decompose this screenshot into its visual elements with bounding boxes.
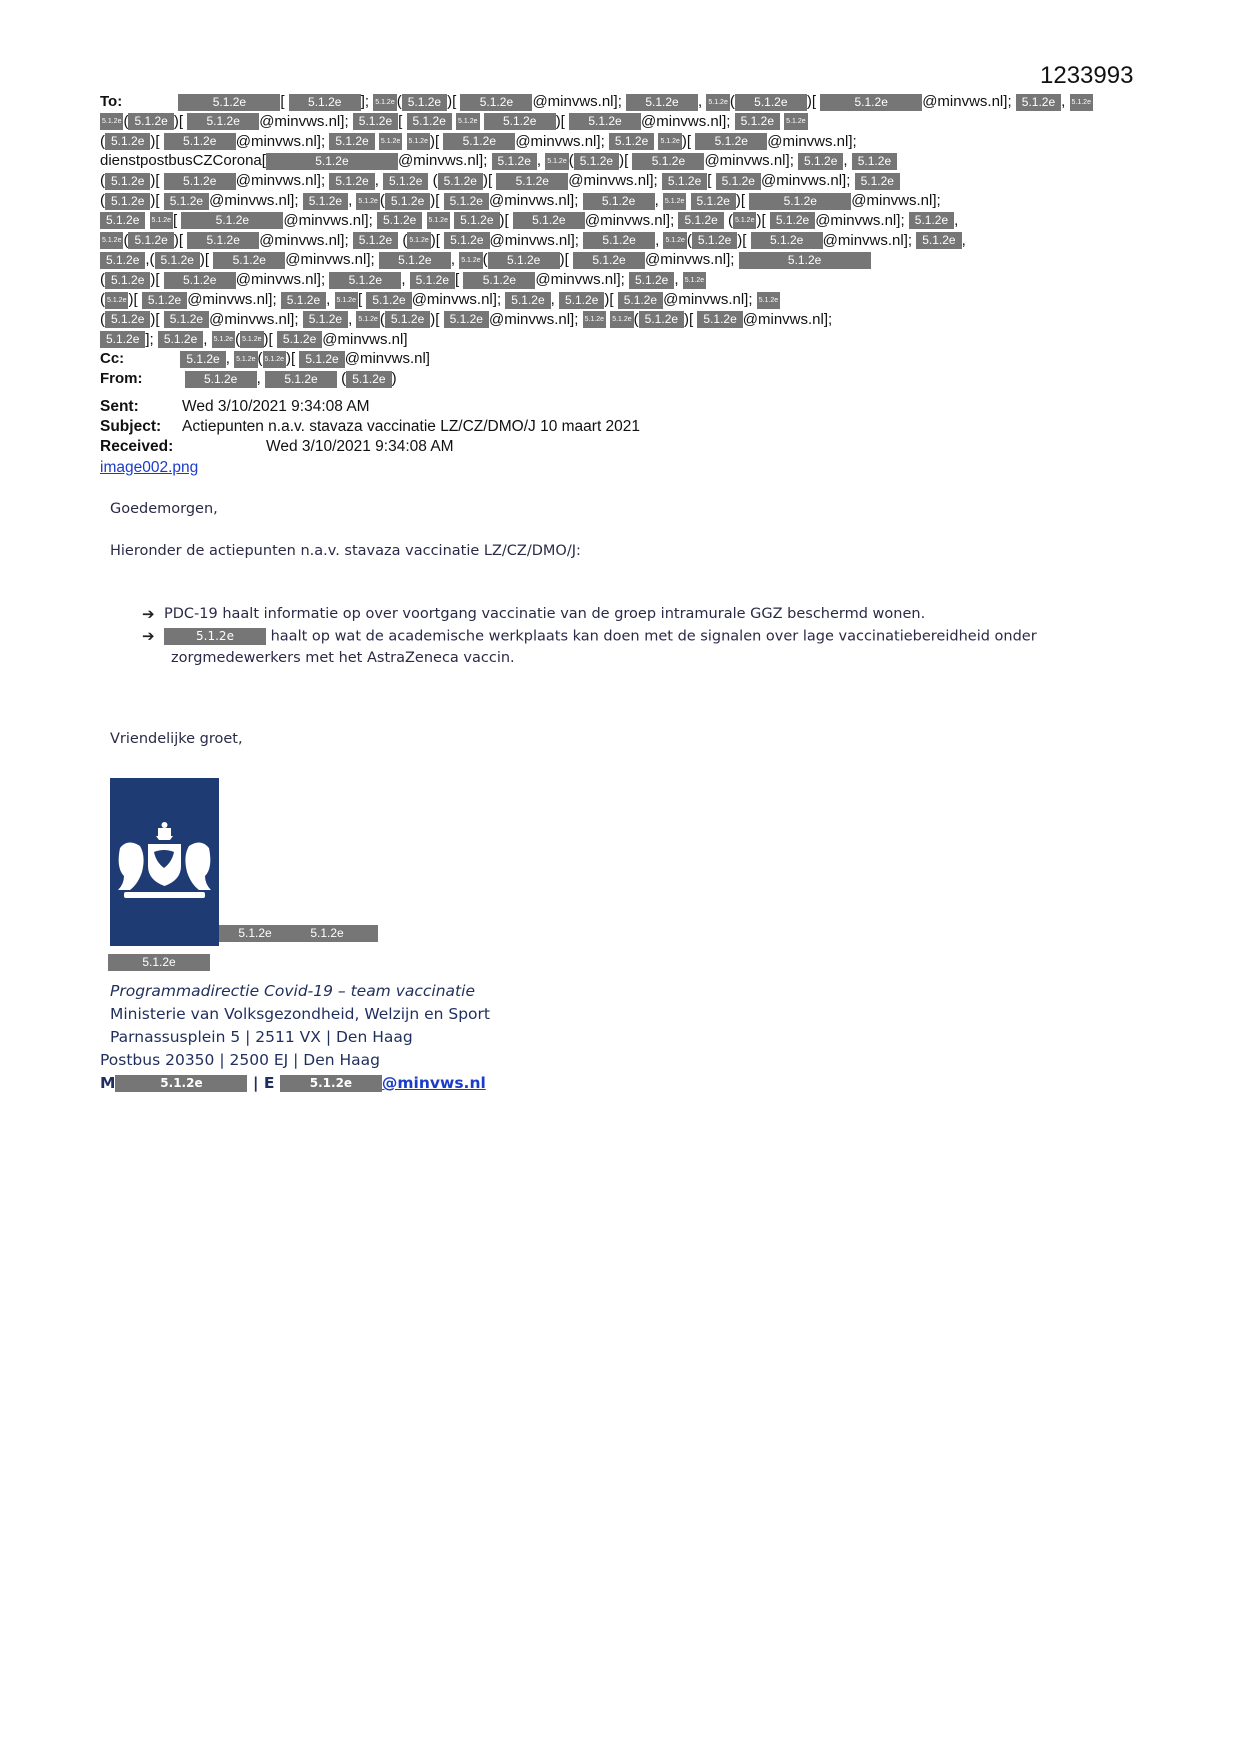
- redaction: 5.1.2e: [706, 94, 729, 111]
- intro-text: Hieronder de actiepunten n.a.v. stavaza vaccinatie LZ/CZ/DMO/J:: [110, 543, 581, 559]
- email-domain: @minvws.nl]: [568, 172, 654, 190]
- redaction: 5.1.2e: [916, 232, 961, 249]
- sent-line: [100, 398, 370, 416]
- redaction: 5.1.2e: [356, 193, 379, 210]
- redaction: 5.1.2e: [277, 331, 322, 348]
- redaction: 5.1.2e: [164, 311, 209, 328]
- email-domain: @minvws.nl]: [235, 172, 321, 190]
- received-line: [100, 438, 454, 456]
- email-domain: @minvws.nl]: [515, 132, 601, 150]
- redaction: 5.1.2e: [105, 133, 150, 150]
- title-redaction: [108, 954, 210, 972]
- email-domain: @minvws.nl]: [815, 211, 901, 229]
- cc-label: Cc:: [100, 350, 125, 368]
- email-domain: @minvws.nl]: [922, 93, 1008, 110]
- to-line-10: ( 5.1.2e )[ 5.1.2e @minvws.nl]; 5.1.2e , 5.1.2e [ 5.1.2e @minvws.nl]; 5.1.2e , 5.1.2e: [100, 271, 705, 289]
- to-line-7: 5.1.2e 5.1.2e [ 5.1.2e @minvws.nl]; 5.1.2e 5.1.2e 5.1.2e )[ 5.1.2e @minvws.nl]; 5.1.2e ( 5.1.2e )[ 5.1.2e @minvws.nl]; 5.1.2e ,: [100, 211, 1160, 231]
- signature-email-link[interactable]: @minvws.nl: [381, 1074, 486, 1092]
- redaction: 5.1.2e: [695, 133, 767, 150]
- redaction: 5.1.2e: [142, 292, 187, 309]
- redaction: 5.1.2e: [105, 173, 150, 190]
- email-domain: @minvws.nl]: [488, 310, 575, 328]
- subject-label: Subject:: [100, 418, 162, 435]
- redaction: 5.1.2e: [266, 153, 398, 170]
- redaction: 5.1.2e: [733, 212, 756, 229]
- redaction: 5.1.2e: [100, 113, 123, 130]
- redaction: 5.1.2e: [353, 232, 398, 249]
- redaction: 5.1.2e: [303, 311, 348, 328]
- redaction: 5.1.2e: [855, 173, 900, 190]
- sent-label: Sent:: [100, 398, 139, 415]
- to-label: To:: [100, 93, 123, 110]
- redaction: 5.1.2e: [692, 232, 737, 249]
- redaction: 5.1.2e: [379, 252, 451, 269]
- subject-value: Actiepunten n.a.v. stavaza vaccinatie LZ/CZ/DMO/J 10 maart 2021: [182, 418, 641, 435]
- redaction: 5.1.2e: [820, 94, 922, 111]
- greeting: Goedemorgen,: [110, 501, 218, 517]
- redaction: 5.1.2e: [739, 252, 871, 269]
- email-domain: @minvws.nl]: [259, 231, 345, 249]
- email-domain: @minvws.nl]: [822, 231, 908, 249]
- redaction: 5.1.2e: [100, 212, 145, 229]
- action-item-2-cont: zorgmedewerkers met het AstraZeneca vaccin.: [171, 650, 515, 666]
- redaction: 5.1.2e: [697, 311, 742, 328]
- redaction: 5.1.2e: [662, 173, 707, 190]
- redaction: 5.1.2e: [383, 173, 428, 190]
- email-domain: @minvws.nl]: [645, 251, 731, 269]
- redaction: 5.1.2e: [583, 193, 655, 210]
- arrow-icon: ➔: [142, 628, 155, 645]
- redaction: 5.1.2e: [219, 925, 291, 942]
- email-domain: @minvws.nl]: [767, 132, 853, 150]
- redaction: 5.1.2e: [629, 272, 674, 289]
- redaction: 5.1.2e: [335, 292, 358, 309]
- email-domain: @minvws.nl]: [235, 132, 321, 150]
- redaction: 5.1.2e: [178, 94, 280, 111]
- redaction: 5.1.2e: [444, 232, 489, 249]
- redaction: 5.1.2e: [632, 153, 704, 170]
- redaction: 5.1.2e: [798, 153, 843, 170]
- redaction: 5.1.2e: [289, 94, 361, 111]
- arrow-icon: ➔: [142, 606, 155, 623]
- redaction: 5.1.2e: [377, 212, 422, 229]
- redaction: 5.1.2e: [716, 173, 761, 190]
- signature-address: Parnassusplein 5 | 2511 VX | Den Haag: [110, 1028, 413, 1046]
- email-domain: @minvws.nl]: [397, 152, 484, 170]
- redaction: 5.1.2e: [407, 113, 452, 130]
- redaction: 5.1.2e: [496, 173, 568, 190]
- redaction: 5.1.2e: [164, 272, 236, 289]
- redaction: 5.1.2e: [356, 311, 379, 328]
- name-redaction-2: [276, 925, 378, 943]
- redaction: 5.1.2e: [299, 351, 344, 368]
- to-line-8: 5.1.2e ( 5.1.2e )[ 5.1.2e @minvws.nl]; 5.1.2e ( 5.1.2e )[ 5.1.2e @minvws.nl]; 5.1.2e , 5.1.2e ( 5.1.2e )[ 5.1.2e @minvws.nl]; 5.1.2e ,: [102, 231, 966, 249]
- to-line-1: To: 5.1.2e [ 5.1.2e ]; 5.1.2e ( 5.1.2e )[ 5.1.2e @minvws.nl]; 5.1.2e , 5.1.2e ( 5.1.2e )[ 5.1.2e @minvws.nl]; 5.1.2e , 5.1.2e: [100, 93, 1091, 110]
- email-label: | E: [252, 1074, 275, 1092]
- email-domain: @minvws.nl]: [488, 191, 575, 209]
- redaction: 5.1.2e: [484, 113, 556, 130]
- redaction: 5.1.2e: [115, 1075, 247, 1092]
- redaction: 5.1.2e: [492, 153, 537, 170]
- email-domain: @minvws.nl]: [584, 211, 671, 229]
- redaction: 5.1.2e: [663, 232, 686, 249]
- redaction: 5.1.2e: [573, 252, 645, 269]
- redaction: 5.1.2e: [187, 232, 259, 249]
- redaction: 5.1.2e: [181, 212, 283, 229]
- redaction: 5.1.2e: [105, 292, 128, 309]
- cc-line: Cc: 5.1.2e , 5.1.2e ( 5.1.2e )[ 5.1.2e @minvws.nl]: [100, 350, 430, 368]
- redaction: 5.1.2e: [488, 252, 560, 269]
- redaction: 5.1.2e: [303, 193, 348, 210]
- to-line-5: ( 5.1.2e )[ 5.1.2e @minvws.nl]; 5.1.2e , 5.1.2e ( 5.1.2e )[ 5.1.2e @minvws.nl]; 5.1.2e [ 5.1.2e @minvws.nl]; 5.1.2e: [100, 171, 1160, 191]
- redaction: 5.1.2e: [407, 133, 430, 150]
- to-line-6: ( 5.1.2e )[ 5.1.2e @minvws.nl]; 5.1.2e , 5.1.2e ( 5.1.2e )[ 5.1.2e @minvws.nl]; 5.1.2e , 5.1.2e 5.1.2e )[ 5.1.2e @minvws.nl];: [100, 191, 941, 209]
- redaction: 5.1.2e: [559, 292, 604, 309]
- redaction: 5.1.2e: [609, 133, 654, 150]
- redaction: 5.1.2e: [128, 232, 173, 249]
- email-domain: @minvws.nl]: [259, 112, 345, 130]
- redaction: 5.1.2e: [460, 94, 532, 111]
- redaction: 5.1.2e: [574, 153, 619, 170]
- redaction: 5.1.2e: [784, 113, 807, 130]
- redaction: 5.1.2e: [373, 94, 396, 111]
- email-domain: @minvws.nl]: [704, 152, 790, 170]
- redaction: 5.1.2e: [366, 292, 411, 309]
- email-domain: @minvws.nl]: [209, 310, 295, 328]
- redaction: 5.1.2e: [505, 292, 550, 309]
- redaction: 5.1.2e: [265, 371, 337, 388]
- email-domain: @minvws.nl]: [344, 350, 430, 368]
- closing: Vriendelijke groet,: [110, 731, 243, 747]
- redaction: 5.1.2e: [583, 232, 655, 249]
- redaction: 5.1.2e: [180, 351, 225, 368]
- from-line: From: 5.1.2e , 5.1.2e ( 5.1.2e ): [100, 370, 397, 388]
- redaction: 5.1.2e: [678, 212, 723, 229]
- email-domain: @minvws.nl]: [209, 191, 295, 209]
- email-domain: @minvws.nl]: [641, 112, 727, 130]
- signature-ministry: Ministerie van Volksgezondheid, Welzijn en Sport: [110, 1005, 490, 1023]
- redaction: 5.1.2e: [735, 113, 780, 130]
- email-domain: @minvws.nl]: [851, 191, 937, 209]
- to-line-4: dienstpostbusCZCorona[ 5.1.2e @minvws.nl]; 5.1.2e , 5.1.2e ( 5.1.2e )[ 5.1.2e @minvws.nl]; 5.1.2e , 5.1.2e: [100, 151, 1160, 171]
- redaction: 5.1.2e: [610, 311, 633, 328]
- redaction: 5.1.2e: [583, 311, 606, 328]
- redaction: 5.1.2e: [100, 232, 123, 249]
- redaction: 5.1.2e: [128, 113, 173, 130]
- redaction: 5.1.2e: [187, 113, 259, 130]
- signature-contact: [100, 1074, 486, 1092]
- redaction: 5.1.2e: [663, 193, 686, 210]
- redaction: 5.1.2e: [150, 212, 173, 229]
- to-line-2: 5.1.2e ( 5.1.2e )[ 5.1.2e @minvws.nl]; 5.1.2e [ 5.1.2e 5.1.2e 5.1.2e )[ 5.1.2e @minvws.nl]; 5.1.2e 5.1.2e: [102, 112, 806, 130]
- redaction: 5.1.2e: [1070, 94, 1093, 111]
- redaction: 5.1.2e: [100, 331, 145, 348]
- redaction: 5.1.2e: [909, 212, 954, 229]
- to-line-12: ( 5.1.2e )[ 5.1.2e @minvws.nl]; 5.1.2e , 5.1.2e ( 5.1.2e )[ 5.1.2e @minvws.nl]; 5.1.2e 5.1.2e ( 5.1.2e )[ 5.1.2e @minvws.nl];: [100, 310, 833, 328]
- action-item-2-text: haalt op wat de academische werkplaats kan doen met de signalen over lage vaccinatiebereidheid onder: [270, 628, 1037, 645]
- redaction: 5.1.2e: [329, 173, 374, 190]
- redaction: 5.1.2e: [427, 212, 450, 229]
- redaction: 5.1.2e: [281, 292, 326, 309]
- email-domain: @minvws.nl]: [285, 251, 371, 269]
- redaction: 5.1.2e: [240, 331, 263, 348]
- signature-postbus: Postbus 20350 | 2500 EJ | Den Haag: [100, 1051, 381, 1069]
- redaction: 5.1.2e: [456, 113, 479, 130]
- redaction: 5.1.2e: [443, 133, 515, 150]
- redaction: 5.1.2e: [545, 153, 568, 170]
- redaction: 5.1.2e: [155, 252, 200, 269]
- redaction: 5.1.2e: [346, 371, 391, 388]
- redaction: 5.1.2e: [108, 954, 210, 971]
- redaction: 5.1.2e: [385, 193, 430, 210]
- action-item-2: [164, 628, 1037, 645]
- redaction: 5.1.2e: [444, 193, 489, 210]
- redaction: 5.1.2e: [234, 351, 257, 368]
- redaction: 5.1.2e: [569, 113, 641, 130]
- redaction: 5.1.2e: [459, 252, 482, 269]
- redaction: 5.1.2e: [280, 1075, 382, 1092]
- from-label: From:: [100, 370, 143, 388]
- document-id: 1233993: [1040, 62, 1134, 89]
- redaction: 5.1.2e: [164, 193, 209, 210]
- redaction: 5.1.2e: [353, 113, 398, 130]
- redaction: 5.1.2e: [329, 133, 374, 150]
- email-domain: @minvws.nl]: [532, 93, 618, 110]
- redaction: 5.1.2e: [749, 193, 851, 210]
- redaction: 5.1.2e: [757, 292, 780, 309]
- redaction: 5.1.2e: [852, 153, 897, 170]
- attachment-link[interactable]: image002.png: [100, 459, 199, 476]
- redaction: 5.1.2e: [105, 272, 150, 289]
- redaction: 5.1.2e: [691, 193, 736, 210]
- dienstpostbus: dienstpostbusCZCorona[: [100, 152, 266, 170]
- redaction: 5.1.2e: [438, 173, 483, 190]
- redaction: 5.1.2e: [213, 252, 285, 269]
- to-line-11: ( 5.1.2e )[ 5.1.2e @minvws.nl]; 5.1.2e , 5.1.2e [ 5.1.2e @minvws.nl]; 5.1.2e , 5.1.2e )[ 5.1.2e @minvws.nl]; 5.1.2e: [100, 290, 779, 308]
- sent-value: Wed 3/10/2021 9:34:08 AM: [182, 398, 370, 415]
- rijksoverheid-logo: [110, 778, 219, 946]
- redaction: 5.1.2e: [618, 292, 663, 309]
- redaction: 5.1.2e: [100, 252, 145, 269]
- redaction: 5.1.2e: [407, 232, 430, 249]
- email-domain: @minvws.nl]: [411, 290, 497, 308]
- redaction: 5.1.2e: [444, 311, 489, 328]
- redaction: 5.1.2e: [463, 272, 535, 289]
- coat-of-arms-icon: [110, 778, 219, 946]
- redaction: 5.1.2e: [385, 311, 430, 328]
- email-domain: @minvws.nl]: [760, 172, 847, 190]
- redaction: 5.1.2e: [683, 272, 706, 289]
- redaction: 5.1.2e: [263, 351, 286, 368]
- to-line-9: 5.1.2e ,( 5.1.2e )[ 5.1.2e @minvws.nl]; 5.1.2e , 5.1.2e ( 5.1.2e )[ 5.1.2e @minvws.nl]; 5.1.2e: [100, 250, 1160, 270]
- recipients-block: [100, 92, 1160, 389]
- redaction: 5.1.2e: [770, 212, 815, 229]
- redaction: 5.1.2e: [164, 173, 236, 190]
- redaction: 5.1.2e: [626, 94, 698, 111]
- redaction: 5.1.2e: [658, 133, 681, 150]
- redaction: 5.1.2e: [735, 94, 807, 111]
- redaction: 5.1.2e: [276, 925, 378, 942]
- redaction: 5.1.2e: [1016, 94, 1061, 111]
- redaction: 5.1.2e: [105, 311, 150, 328]
- redaction: 5.1.2e: [379, 133, 402, 150]
- action-item-1: PDC-19 haalt informatie op over voortgang vaccinatie van de groep intramurale GGZ beschermd wonen.: [164, 606, 926, 622]
- to-line-13: 5.1.2e ]; 5.1.2e , 5.1.2e ( 5.1.2e )[ 5.1.2e @minvws.nl]: [100, 330, 1160, 350]
- signature-department: Programmadirectie Covid-19 – team vaccinatie: [110, 982, 475, 1000]
- redaction: 5.1.2e: [158, 331, 203, 348]
- redaction: 5.1.2e: [513, 212, 585, 229]
- redaction: 5.1.2e: [329, 272, 401, 289]
- mobile-label: M: [100, 1074, 116, 1092]
- received-value: Wed 3/10/2021 9:34:08 AM: [266, 438, 454, 455]
- email-domain: @minvws.nl]: [742, 310, 829, 328]
- to-line-3: ( 5.1.2e )[ 5.1.2e @minvws.nl]; 5.1.2e 5.1.2e 5.1.2e )[ 5.1.2e @minvws.nl]; 5.1.2e 5.1.2e )[ 5.1.2e @minvws.nl];: [100, 132, 857, 150]
- redaction: 5.1.2e: [402, 94, 447, 111]
- redaction: 5.1.2e: [164, 133, 236, 150]
- email-domain: @minvws.nl]: [235, 271, 321, 289]
- redaction: 5.1.2e: [454, 212, 499, 229]
- redaction: 5.1.2e: [185, 371, 257, 388]
- email-domain: @minvws.nl]: [489, 231, 575, 249]
- redaction: 5.1.2e: [751, 232, 823, 249]
- received-label: Received:: [100, 438, 174, 455]
- email-domain: @minvws.nl]: [322, 330, 408, 348]
- redaction: 5.1.2e: [212, 331, 235, 348]
- redaction: 5.1.2e: [105, 193, 150, 210]
- redaction: 5.1.2e: [164, 628, 266, 645]
- email-domain: @minvws.nl]: [535, 271, 621, 289]
- subject-line: [100, 418, 640, 436]
- email-domain: @minvws.nl]: [663, 290, 749, 308]
- email-domain: @minvws.nl]: [187, 290, 273, 308]
- redaction: 5.1.2e: [639, 311, 684, 328]
- redaction: 5.1.2e: [410, 272, 455, 289]
- email-domain: @minvws.nl]: [283, 211, 369, 229]
